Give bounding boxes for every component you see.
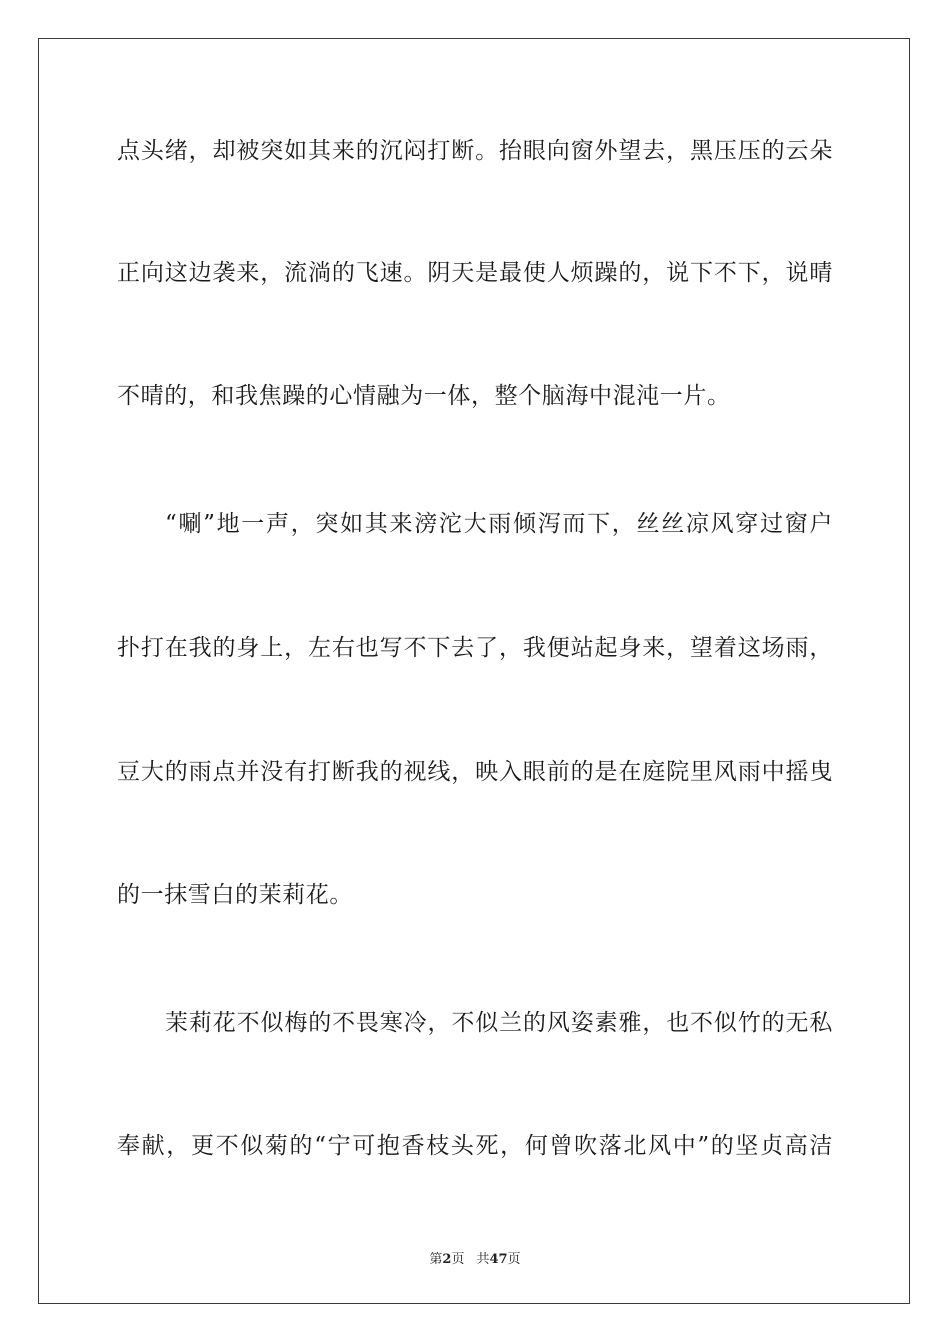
total-suffix: 页 — [507, 1252, 521, 1267]
page-prefix: 第 — [429, 1252, 443, 1267]
text-line: 豆大的雨点并没有打断我的视线，映入眼前的是在庭院里风雨中摇曳 — [117, 759, 833, 785]
page-suffix: 页 — [451, 1252, 465, 1267]
text-line: 扑打在我的身上，左右也写不下去了，我便站起身来，望着这场雨， — [117, 635, 833, 661]
page-footer — [0, 1248, 950, 1267]
total-pages: 47 — [489, 1252, 508, 1267]
text-line: 的一抹雪白的茉莉花。 — [117, 882, 353, 908]
text-line: 奉献，更不似菊的“宁可抱香枝头死，何曾吹落北风中”的坚贞高洁 — [117, 1133, 833, 1159]
paragraph-first-line: “唰”地一声，突如其来滂沱大雨倾泻而下，丝丝凉风穿过窗户 — [165, 511, 833, 537]
page-border — [38, 38, 910, 1304]
paragraph-first-line: 茉莉花不似梅的不畏寒冷，不似兰的风姿素雅，也不似竹的无私 — [165, 1010, 833, 1036]
text-line: 不晴的，和我焦躁的心情融为一体，整个脑海中混沌一片。 — [117, 383, 731, 409]
page-number: 2 — [442, 1252, 452, 1267]
text-line: 正向这边袭来，流淌的飞速。阴天是最使人烦躁的，说下不下，说晴 — [117, 260, 833, 286]
total-prefix: 共 — [476, 1252, 490, 1267]
text-line: 点头绪，却被突如其来的沉闷打断。抬眼向窗外望去，黑压压的云朵 — [117, 138, 833, 164]
